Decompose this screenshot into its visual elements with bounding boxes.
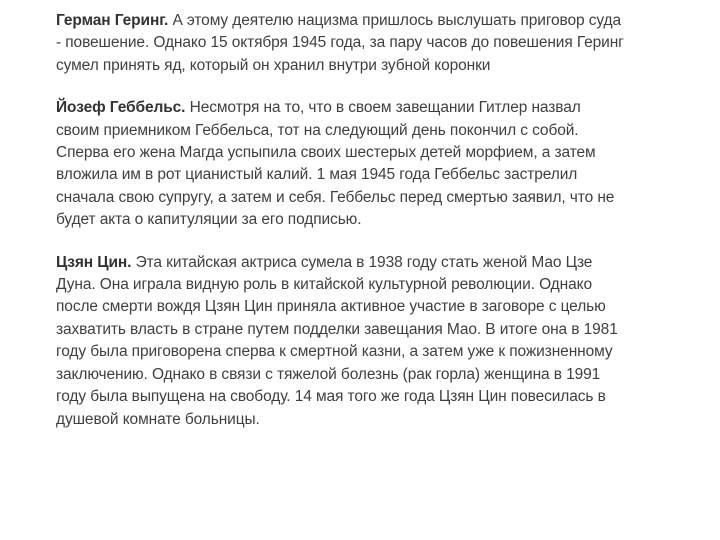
text-line: - повешение. Однако 15 октября 1945 года, за пару часов до повешения Геринг [56,34,624,52]
entry-goering [56,10,656,77]
text-line: Сперва его жена Магда успыпила своих шестерых детей морфием, а затем [56,144,596,162]
entry-name: Герман Геринг. [56,12,169,29]
text-line [56,97,656,119]
entry-text: Эта китайская актриса сумела в 1938 году стать женой Мао Цзе [131,253,593,271]
entry-name: Цзян Цин. [56,253,132,271]
text-line: году была выпущена на свободу. 14 мая того же года Цзян Цин повесилась в [56,388,606,406]
text-line: будет акта о капитуляции за его подписью. [56,211,362,229]
entry-name: Йозеф Геббельс. [56,99,186,117]
entry-jiang-qing [56,252,656,431]
entry-text: А этому деятелю нацизма пришлось выслушать приговор суда [168,12,622,29]
text-line: году была приговорена сперва к смертной казни, а затем уже к пожизненному [56,343,613,361]
document-body [56,10,656,431]
entry-text: Несмотря на то, что в своем завещании Гитлер назвал [185,99,581,117]
text-line: после смерти вождя Цзян Цин приняла активное участие в заговоре с целью [56,298,606,316]
text-line: Дуна. Она играла видную роль в китайской культурной революции. Однако [56,276,592,294]
text-line: своим приемником Геббельса, тот на следующий день покончил с собой. [56,121,579,139]
text-line: захватить власть в стране путем подделки завещания Мао. В итоге она в 1981 [56,320,618,338]
text-line: заключению. Однако в связи с тяжелой болезнь (рак горла) женщина в 1991 [56,365,601,383]
text-line [56,10,656,32]
entry-goebbels [56,97,656,231]
text-line: сумел принять яд, который он хранил внутри зубной коронки [56,56,491,74]
text-line: душевой комнате больницы. [56,410,260,428]
text-line [56,252,656,274]
text-line: вложила им в рот цианистый калий. 1 мая 1945 года Геббельс застрелил [56,166,578,184]
text-line: сначала свою супругу, а затем и себя. Геббельс перед смертью заявил, что не [56,188,615,206]
